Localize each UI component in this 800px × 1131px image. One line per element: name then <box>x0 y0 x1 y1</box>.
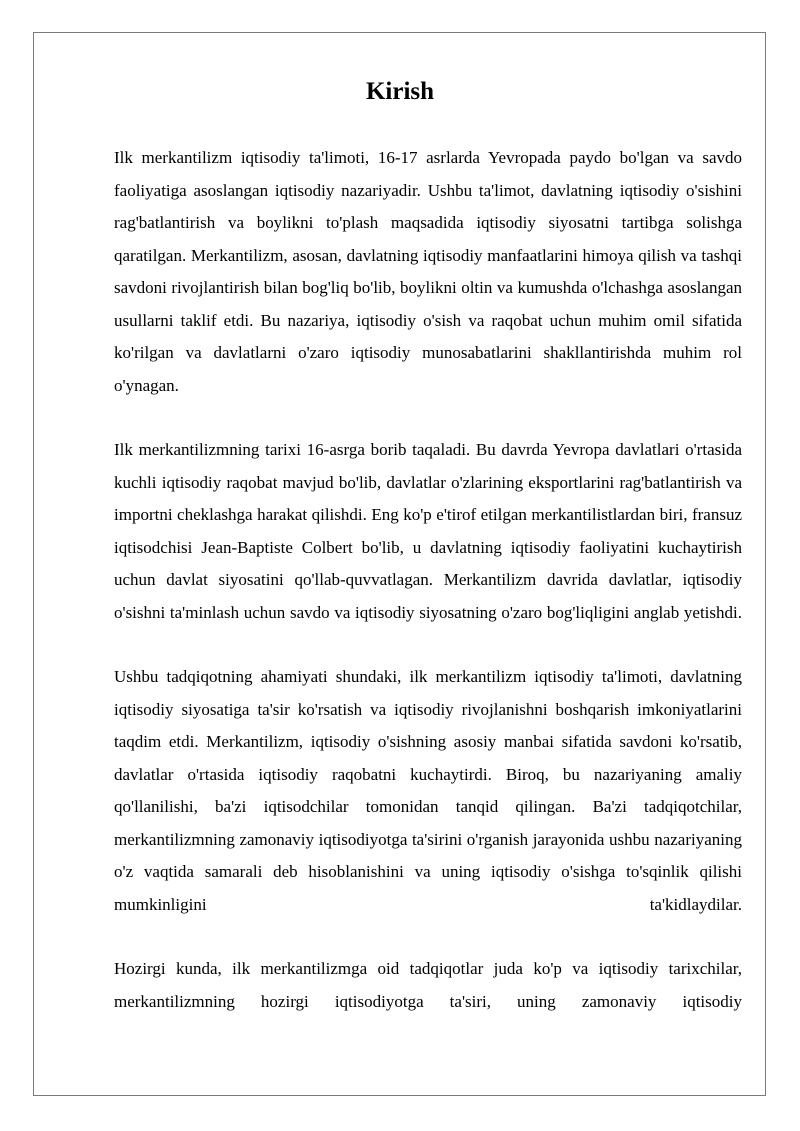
paragraph-4: Hozirgi kunda, ilk merkantilizmga oid tadqiqotlar juda ko'p va iqtisodiy tarixchilar, merkantilizmning hozirgi iqtisodiyotga ta'siri, uning zamonaviy iqtisodiy <box>114 959 742 1011</box>
paragraph-2: Ilk merkantilizmning tarixi 16-asrga borib taqaladi. Bu davrda Yevropa davlatlari o'rtasida kuchli iqtisodiy raqobat mavjud bo'lib, davlatlar o'zlarining eksportlarini rag'batlantirish va importni cheklashga harakat qilishdi. Eng ko'p e'tirof etilgan merkantilistlardan biri, fransuz iqtisodchisi Jean-Baptiste Colbert bo'lib, u davlatning iqtisodiy faoliyatini kuchaytirish uchun davlat siyosatini qo'llab-quvvatlagan. Merkantilizm davrida davlatlar, iqtisodiy o'sishni ta'minlash uchun savdo va iqtisodiy siyosatning o'zaro bog'liqligini anglab yetishdi. <box>114 440 742 622</box>
paragraph-1: Ilk merkantilizm iqtisodiy ta'limoti, 16-17 asrlarda Yevropada paydo bo'lgan va savdo faoliyatiga asoslangan iqtisodiy nazariyadir. Ushbu ta'limot, davlatning iqtisodiy o'sishini rag'batlantirish va boylikni to'plash maqsadida iqtisodiy siyosatni tartibga solishga qaratilgan. Merkantilizm, asosan, davlatning iqtisodiy manfaatlarini himoya qilish va tashqi savdoni rivojlantirish bilan bog'liq bo'lib, boylikni oltin va kumushda o'lchashga asoslangan usullarni taklif etdi. Bu nazariya, iqtisodiy o'sish va raqobat uchun muhim omil sifatida ko'rilgan va davlatlarni o'zaro iqtisodiy munosabatlarini shakllantirishda muhim rol o'ynagan. <box>114 148 742 395</box>
document-body <box>114 142 742 1018</box>
document-title: Kirish <box>365 78 435 105</box>
paragraph-3: Ushbu tadqiqotning ahamiyati shundaki, ilk merkantilizm iqtisodiy ta'limoti, davlatning iqtisodiy siyosatiga ta'sir ko'rsatish va iqtisodiy rivojlanishni boshqarish imkoniyatlarini taqdim etdi. Merkantilizm, iqtisodiy o'sishning asosiy manbai sifatida savdoni ko'rsatib, davlatlar o'rtasida iqtisodiy raqobatni kuchaytirdi. Biroq, bu nazariyaning amaliy qo'llanilishi, ba'zi iqtisodchilar tomonidan tanqid qilingan. Ba'zi tadqiqotchilar, merkantilizmning zamonaviy iqtisodiyotga ta'sirini o'rganish jarayonida ushbu nazariyaning o'z vaqtida samarali deb hisoblanishini va uning iqtisodiy o'sishga to'sqinlik qilishi mumkinligini ta'kidlaydilar. <box>114 667 742 914</box>
